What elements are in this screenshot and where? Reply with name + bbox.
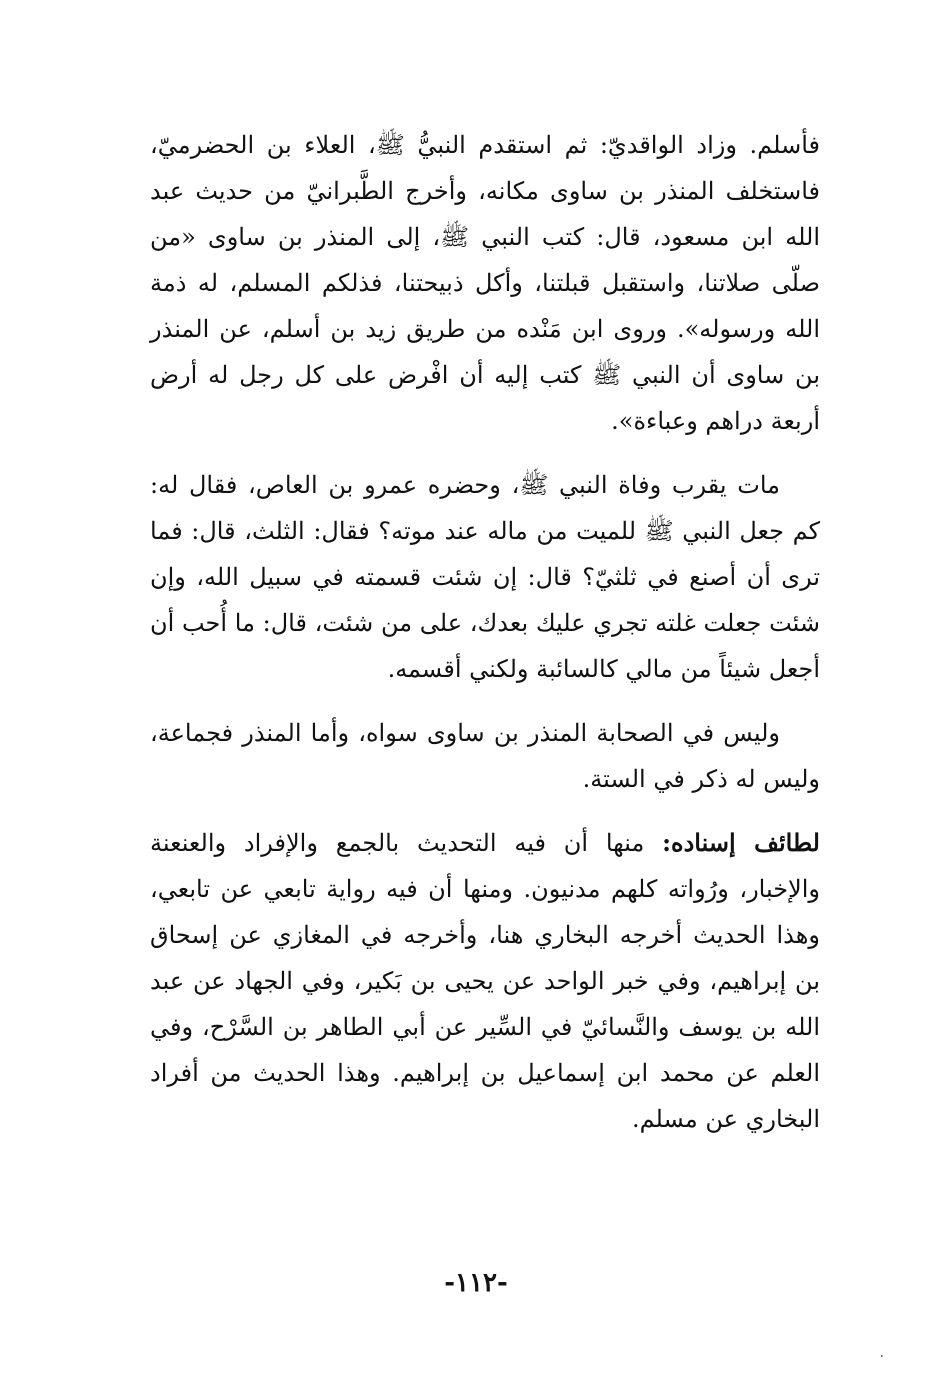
- paragraph-4-lead: لطائف إسناده:: [662, 828, 820, 857]
- paragraph-2-text: مات يقرب وفاة النبي ﷺ، وحضره عمرو بن العاص، فقال له: كم جعل النبي ﷺ للميت من ماله عند موته؟ فقال: الثلث، قال: فما ترى أن أصنع في ثلثيّ؟ قال: إن شئت قسمته في سبيل الله، وإن شئت جعلت غلته تجري عليك بعدك، على من شئت، قال: ما أُحب أن أجعل شيئاً من مالي كالسائبة ولكني أقسمه.: [150, 471, 820, 683]
- paragraph-4-text: منها أن فيه التحديث بالجمع والإفراد والعنعنة والإخبار، ورُواته كلهم مدنيون. ومنها أن فيه رواية تابعي عن تابعي، وهذا الحديث أخرجه البخاري هنا، وأخرجه في المغازي عن إسحاق بن إبراهيم، وفي خبر الواحد عن يحيى بن بَكير، وفي الجهاد عن عبد الله بن يوسف والنَّسائيّ في السِّير عن أبي الطاهر بن السَّرْح، وفي العلم عن محمد ابن إسماعيل بن إبراهيم. وهذا الحديث من أفراد البخاري عن مسلم.: [150, 829, 821, 1133]
- corner-mark: ٠: [878, 1348, 886, 1364]
- paragraph-1-text: فأسلم. وزاد الواقديّ: ثم استقدم النبيُّ ﷺ، العلاء بن الحضرميّ، فاستخلف المنذر بن ساوى مكانه، وأخرج الطَّبرانيّ من حديث عبد الله ابن مسعود، قال: كتب النبي ﷺ، إلى المنذر بن ساوى «من صلّى صلاتنا، واستقبل قبلتنا، وأكل ذبيحتنا، فذلكم المسلم، له ذمة الله ورسوله». وروى ابن مَنْده من طريق زيد بن أسلم، عن المنذر بن ساوى أن النبي ﷺ كتب إليه أن افْرض على كل رجل له أرض أربعة دراهم وعباءة».: [150, 131, 821, 435]
- paragraph-2: [150, 462, 820, 692]
- paragraph-3: [150, 710, 820, 802]
- paragraph-3-text: وليس في الصحابة المنذر بن ساوى سواه، وأما المنذر فجماعة، وليس له ذكر في الستة.: [150, 719, 820, 793]
- paragraph-1: [150, 122, 820, 444]
- body-text: [150, 122, 820, 1160]
- page-number: -١١٢-: [444, 1268, 508, 1298]
- paragraph-4: [150, 820, 820, 1142]
